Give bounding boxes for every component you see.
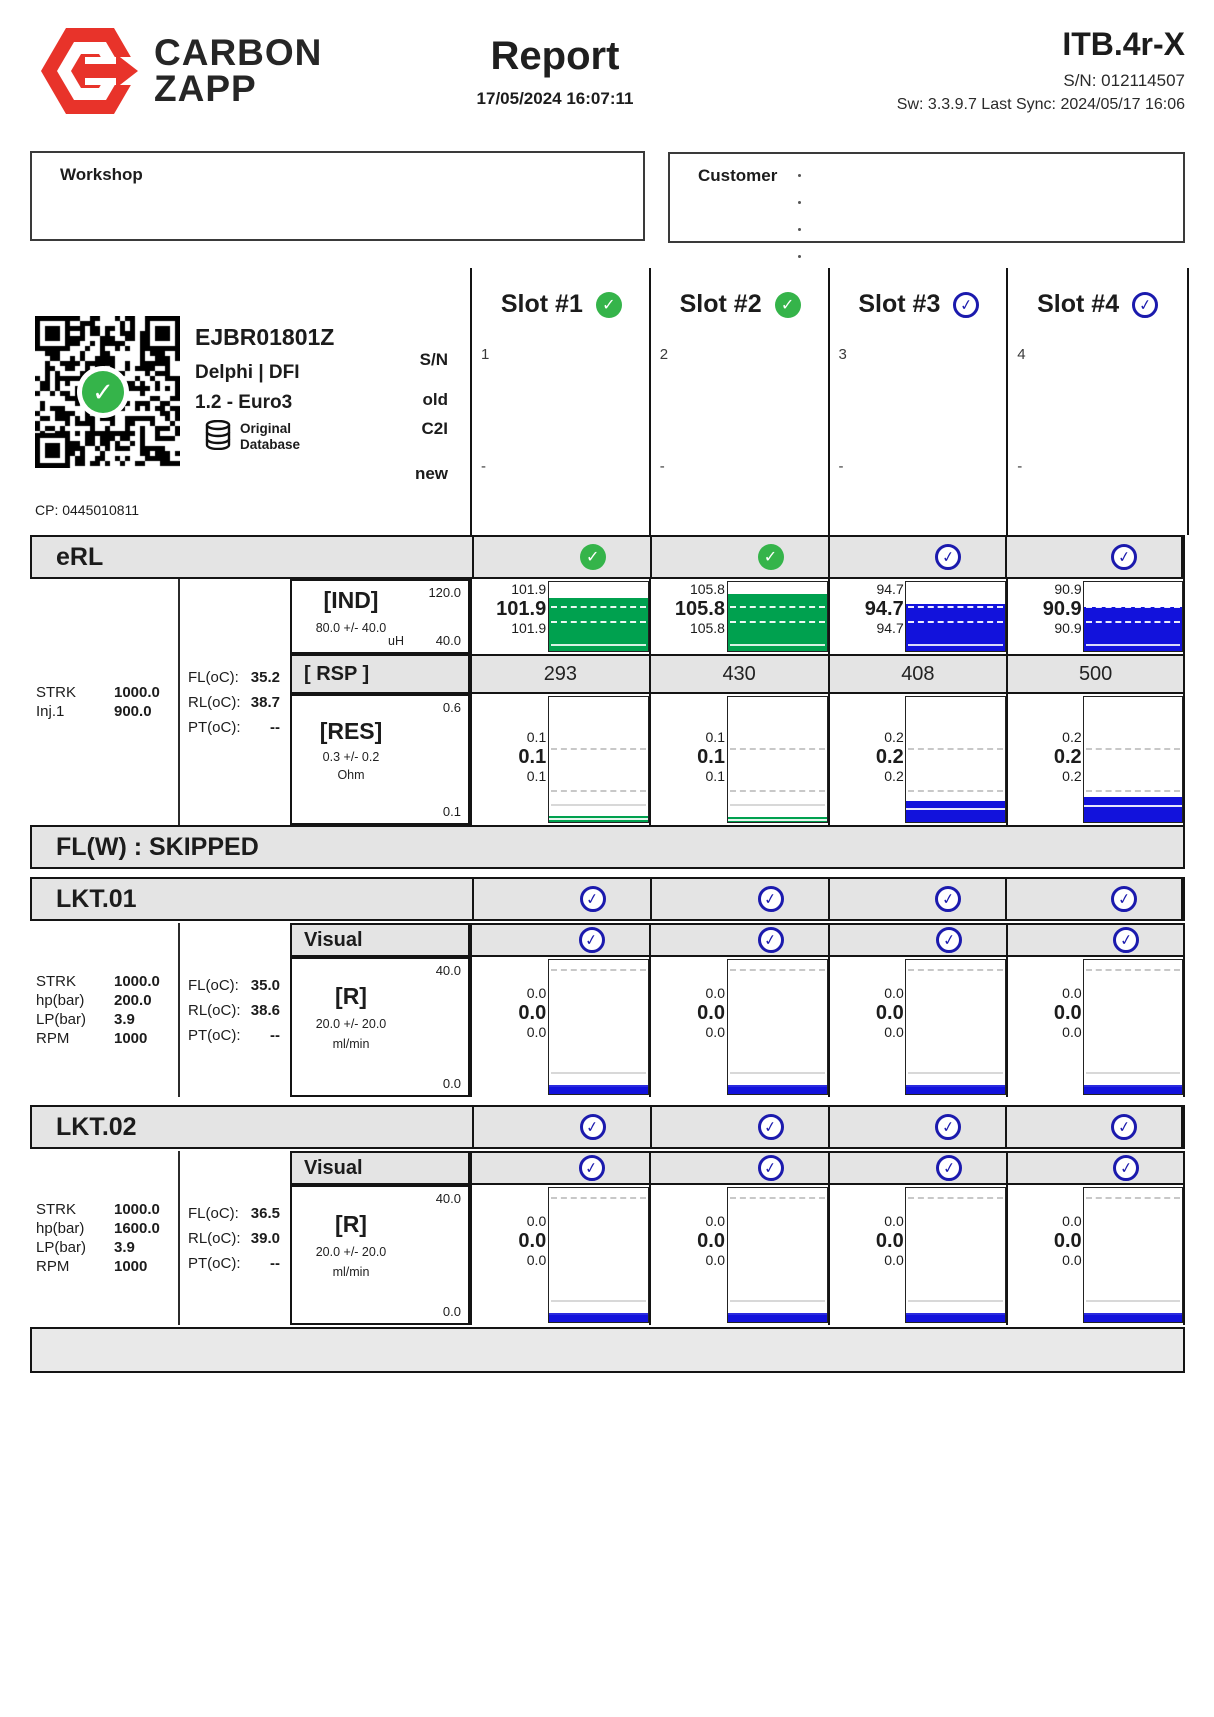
slot2-number: 2 (659, 346, 669, 363)
lkt02-r-slot3: 0.0 0.0 0.0 (828, 1185, 1007, 1325)
lkt01-visual-slot2-check-icon (758, 927, 784, 953)
report-heading (400, 34, 710, 109)
lkt02-visual-slot4-check-icon (1113, 1155, 1139, 1181)
carbonzapp-logo (40, 26, 322, 116)
customer-box (668, 152, 1185, 243)
slot1-number: 1 (481, 346, 490, 363)
erl-slot3-check-icon (935, 544, 961, 570)
lkt02-measurements (30, 1151, 1185, 1325)
erl-res-spec: 0.6 [RES] 0.3 +/- 0.2 Ohm 0.1 (290, 694, 470, 825)
injector-variant: 1.2 - Euro3 (195, 392, 293, 413)
erl-res-slot3: 0.2 0.2 0.2 (828, 694, 1007, 825)
lkt02-r-slot4: 0.0 0.0 0.0 (1006, 1185, 1185, 1325)
injector-info-row (30, 268, 1185, 535)
slot4-header: Slot #4 ✓ (1008, 268, 1187, 319)
database-label: Original Database (240, 421, 301, 452)
workshop-label: Workshop (60, 165, 143, 184)
lkt02-visual-label: Visual (290, 1151, 470, 1185)
slot4-number: 4 (1017, 346, 1026, 363)
device-info (897, 26, 1185, 114)
erl-measurements (30, 579, 1185, 825)
lkt01-r-slot4-chart (1083, 959, 1183, 1095)
device-model: ITB.4r-X (1062, 26, 1185, 62)
lkt02-r-slot2: 0.0 0.0 0.0 (649, 1185, 828, 1325)
database-icon (205, 420, 231, 450)
section-erl-band (30, 535, 1185, 579)
erl-res-slot1: 0.1 0.1 0.1 (470, 694, 649, 825)
injector-brand: Delphi | DFI (195, 362, 300, 383)
erl-ind-slot1-chart (548, 581, 649, 652)
lkt01-visual-label: Visual (290, 923, 470, 957)
lkt01-visual-slot1-check-icon (579, 927, 605, 953)
slot2-status-check-icon (775, 292, 801, 318)
erl-res-slot4-chart (1083, 696, 1183, 823)
section-flw-band (30, 825, 1185, 869)
row-label-old: old (422, 390, 448, 409)
erl-res-slot4: 0.2 0.2 0.2 (1006, 694, 1185, 825)
slot4-new-value: - (1017, 458, 1023, 475)
erl-rsp-slot3: 408 (828, 654, 1007, 694)
lkt01-r-slot2: 0.0 0.0 0.0 (649, 957, 828, 1097)
workshop-box (30, 151, 645, 241)
slot1-header: Slot #1 ✓ (472, 268, 651, 319)
logo-hexagon-icon (40, 26, 140, 116)
lkt01-r-spec: 40.0 [R] 20.0 +/- 20.0 ml/min 0.0 (290, 957, 470, 1097)
section-lkt01-title: LKT.01 (56, 884, 137, 913)
lkt01-r-slot2-chart (727, 959, 828, 1095)
lkt02-r-spec: 40.0 [R] 20.0 +/- 20.0 ml/min 0.0 (290, 1185, 470, 1325)
lkt01-r-slot4: 0.0 0.0 0.0 (1006, 957, 1185, 1097)
lkt01-r-slot1: 0.0 0.0 0.0 (470, 957, 649, 1097)
lkt02-r-slot1: 0.0 0.0 0.0 (470, 1185, 649, 1325)
lkt01-visual-slot3-check-icon (936, 927, 962, 953)
slot1-new-value: - (481, 458, 486, 475)
section-erl-title: eRL (56, 542, 104, 571)
qr-status-check-icon: ✓ (82, 371, 124, 413)
erl-res-slot2: 0.1 0.1 0.1 (649, 694, 828, 825)
lkt02-slot1-check-icon (580, 1114, 606, 1140)
erl-ind-slot1: 101.9 101.9 101.9 (470, 579, 649, 654)
results-table (30, 268, 1185, 1373)
lkt02-visual-slot1-check-icon (579, 1155, 605, 1181)
erl-ind-slot2: 105.8 105.8 105.8 (649, 579, 828, 654)
slot2-new-value: - (659, 458, 665, 475)
erl-params: STRK 1000.0 Inj.1 900.0 (30, 579, 180, 825)
lkt02-slot4-check-icon (1111, 1114, 1137, 1140)
erl-ind-slot4-chart (1083, 581, 1183, 652)
slot3-column (828, 268, 1009, 535)
slot3-new-value: - (838, 458, 844, 475)
injector-cp: CP: 0445010811 (35, 502, 140, 518)
lkt02-temps: FL(oC): 36.5 RL(oC): 39.0 PT(oC): -- (188, 1204, 280, 1272)
section-lkt01-band (30, 877, 1185, 921)
erl-temps: FL(oC): 35.2 RL(oC): 38.7 PT(oC): -- (188, 668, 280, 736)
lkt01-r-slot3-chart (905, 959, 1006, 1095)
lkt01-params: STRK 1000.0 hp(bar) 200.0 LP(bar) 3.9 RPM 1000 (30, 923, 180, 1097)
lkt02-r-slot3-chart (905, 1187, 1006, 1323)
customer-label: Customer (698, 166, 778, 185)
report-datetime: 17/05/2024 16:07:11 (476, 89, 634, 108)
lkt01-visual-slot4-check-icon (1113, 927, 1139, 953)
erl-res-slot3-chart (905, 696, 1006, 823)
device-software: Sw: 3.3.9.7 Last Sync: 2024/05/17 16:06 (896, 96, 1185, 113)
slot1-status-check-icon (596, 292, 622, 318)
erl-rsp-spec: [ RSP ] (290, 654, 470, 694)
slot2-header: Slot #2 ✓ (651, 268, 830, 319)
lkt02-params: STRK 1000.0 hp(bar) 1600.0 LP(bar) 3.9 RPM 1000 (30, 1151, 180, 1325)
erl-ind-spec: [IND] 80.0 +/- 40.0 uH 120.0 40.0 (290, 579, 470, 654)
logo-line2: ZAPP (154, 68, 257, 109)
lkt01-temps: FL(oC): 35.0 RL(oC): 38.6 PT(oC): -- (188, 976, 280, 1044)
slot1-column (470, 268, 651, 535)
customer-field-dots (798, 174, 801, 258)
erl-res-slot1-chart (548, 696, 649, 823)
erl-res-slot2-chart (727, 696, 828, 823)
erl-slot4-check-icon (1111, 544, 1137, 570)
injector-code: EJBR01801Z (195, 324, 335, 350)
erl-ind-slot4: 90.9 90.9 90.9 (1006, 579, 1185, 654)
footer-band (30, 1327, 1185, 1373)
lkt02-slot3-check-icon (935, 1114, 961, 1140)
section-lkt02-band (30, 1105, 1185, 1149)
row-label-sn: S/N (419, 350, 448, 369)
slot3-status-check-icon (953, 292, 979, 318)
slot3-number: 3 (838, 346, 847, 363)
lkt02-visual-slot3-check-icon (936, 1155, 962, 1181)
lkt01-slot4-check-icon (1111, 886, 1137, 912)
lkt01-r-slot3: 0.0 0.0 0.0 (828, 957, 1007, 1097)
slot3-header: Slot #3 ✓ (830, 268, 1009, 319)
lkt01-slot2-check-icon (758, 886, 784, 912)
slot2-column (649, 268, 830, 535)
row-label-c2i: C2I (421, 419, 448, 438)
row-label-new: new (414, 464, 448, 483)
erl-ind-slot3-chart (905, 581, 1006, 652)
section-lkt02-title: LKT.02 (56, 1112, 137, 1141)
header (0, 0, 1214, 145)
lkt01-measurements (30, 923, 1185, 1097)
erl-rsp-slot4: 500 (1006, 654, 1185, 694)
erl-slot1-check-icon (580, 544, 606, 570)
erl-slot2-check-icon (758, 544, 784, 570)
lkt02-slot2-check-icon (758, 1114, 784, 1140)
erl-rsp-slot1: 293 (470, 654, 649, 694)
logo-line1: CARBON (154, 32, 323, 74)
lkt02-visual-slot2-check-icon (758, 1155, 784, 1181)
device-serial: S/N: 012114507 (1063, 71, 1185, 90)
section-flw-title: FL(W) : SKIPPED (56, 832, 259, 861)
erl-ind-slot3: 94.7 94.7 94.7 (828, 579, 1007, 654)
logo-text (154, 32, 323, 109)
lkt02-r-slot2-chart (727, 1187, 828, 1323)
lkt02-r-slot4-chart (1083, 1187, 1183, 1323)
slot4-column (1006, 268, 1189, 535)
lkt01-r-slot1-chart (548, 959, 649, 1095)
lkt01-slot1-check-icon (580, 886, 606, 912)
slot4-status-check-icon (1132, 292, 1158, 318)
lkt02-r-slot1-chart (548, 1187, 649, 1323)
report-title: Report (490, 34, 620, 78)
lkt01-slot3-check-icon (935, 886, 961, 912)
erl-rsp-slot2: 430 (649, 654, 828, 694)
erl-ind-slot2-chart (727, 581, 828, 652)
